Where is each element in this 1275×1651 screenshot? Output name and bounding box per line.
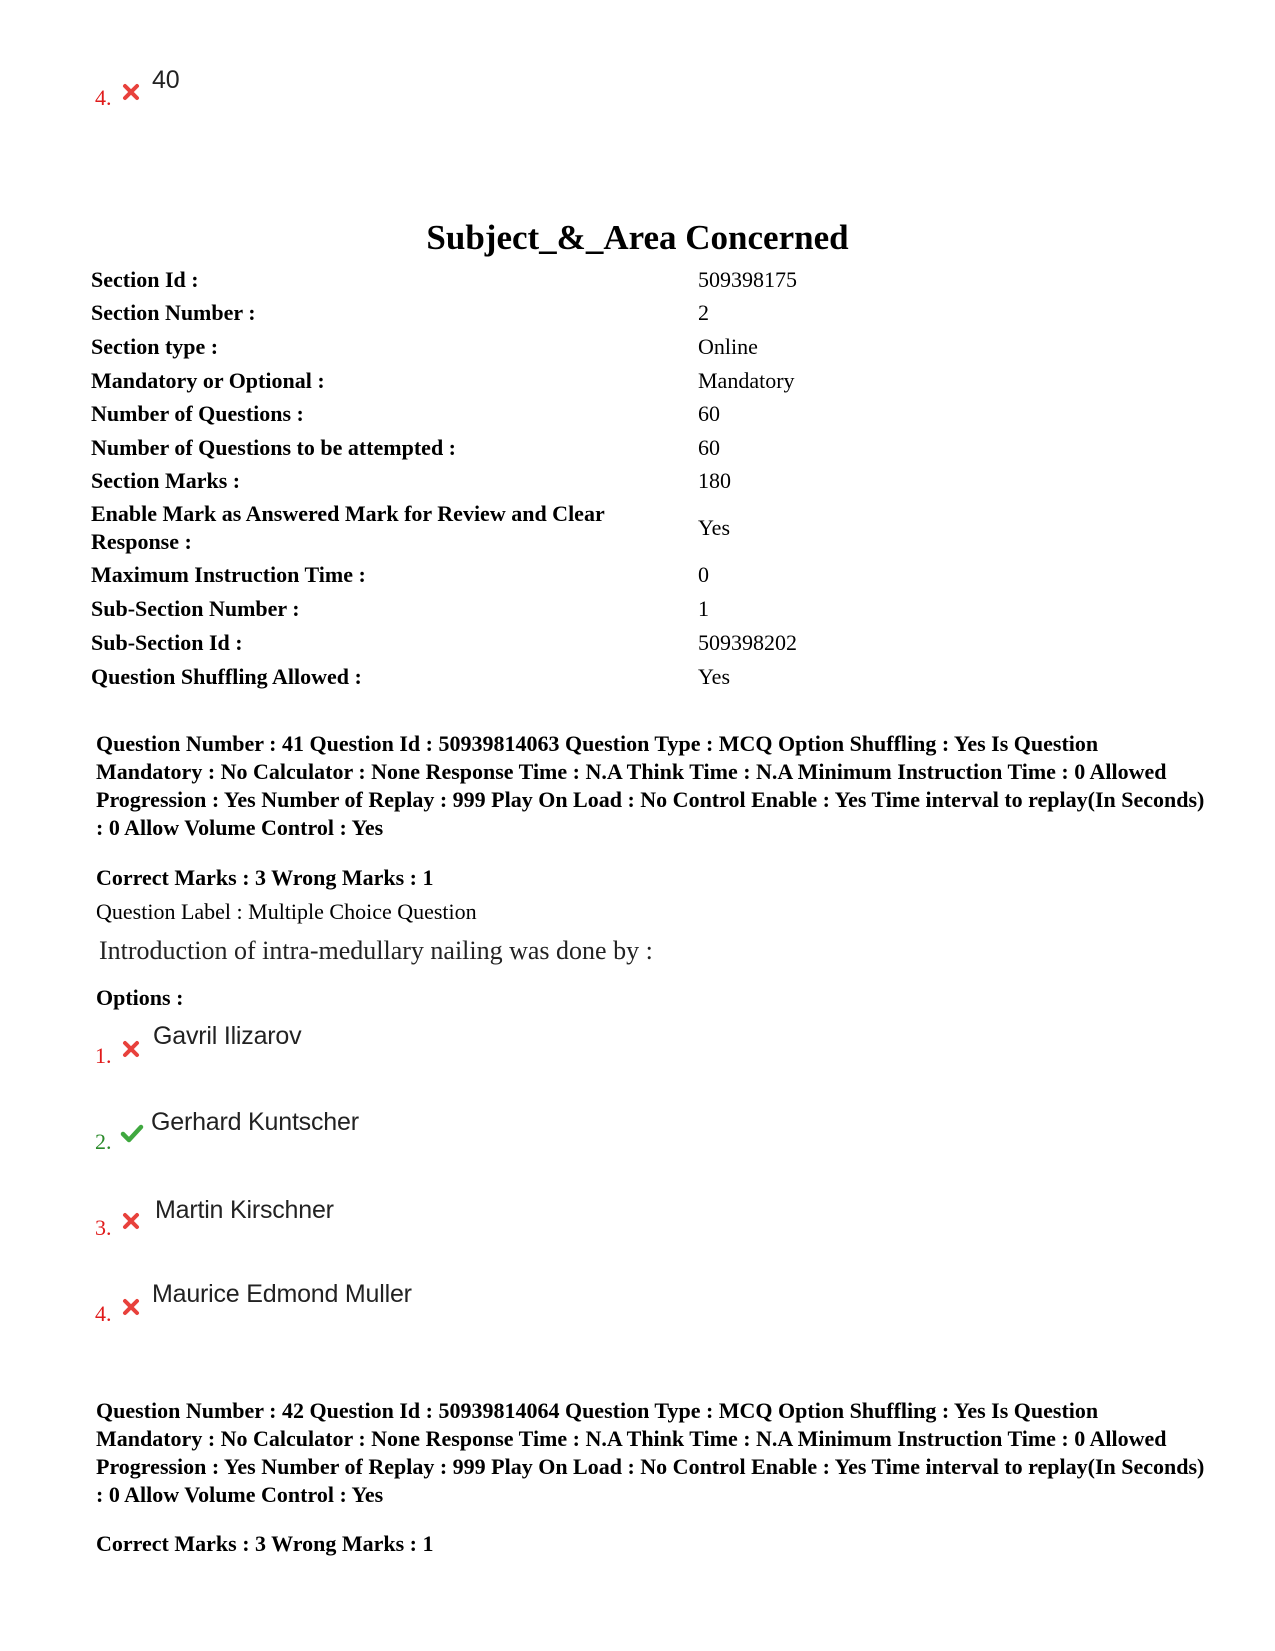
option-number: 3. — [95, 1215, 112, 1240]
option-text: Martin Kirschner — [155, 1196, 334, 1224]
option-text: Gavril Ilizarov — [153, 1022, 302, 1050]
info-value: 2 — [698, 300, 709, 325]
info-label: Enable Mark as Answered Mark for Review and Clear Response : — [91, 501, 605, 554]
option-number: 1. — [95, 1043, 112, 1068]
option-number: 2. — [95, 1129, 112, 1154]
info-label: Section Id : — [91, 267, 199, 292]
question-meta: Question Number : 42 Question Id : 50939814064 Question Type : MCQ Option Shuffling : Yes Is Question Mandatory : No Calculator : None Response Time : N.A Think Time : N.A Minimum Instruction Time : 0 Allowed Progression : Yes Number of Replay : 999 Play On Load : No Control Enable : Yes Time interval to replay(In Seconds) : 0 Allow Volume Control : Yes — [96, 1398, 1205, 1507]
info-value: 1 — [698, 596, 709, 621]
option-number: 4. — [95, 85, 112, 110]
option-number: 4. — [95, 1301, 112, 1326]
info-label: Section type : — [91, 334, 219, 359]
info-label: Maximum Instruction Time : — [91, 562, 366, 587]
cross-icon — [122, 1212, 140, 1230]
info-value: 509398175 — [698, 267, 797, 292]
info-label: Section Number : — [91, 300, 256, 325]
option-text: 40 — [152, 66, 180, 94]
info-label: Mandatory or Optional : — [91, 368, 325, 393]
cross-icon — [122, 83, 140, 101]
info-value: 509398202 — [698, 630, 797, 655]
question-marks: Correct Marks : 3 Wrong Marks : 1 — [96, 865, 434, 890]
option-text: Maurice Edmond Muller — [152, 1280, 412, 1308]
question-label: Question Label : Multiple Choice Question — [96, 899, 477, 924]
info-label: Sub-Section Number : — [91, 596, 300, 621]
cross-icon — [122, 1040, 140, 1058]
cross-icon — [122, 1298, 140, 1316]
info-label: Question Shuffling Allowed : — [91, 664, 362, 689]
info-value: Yes — [698, 515, 731, 540]
info-value: Yes — [698, 664, 731, 689]
question-text: Introduction of intra-medullary nailing was done by : — [99, 936, 653, 965]
section-title: Subject_&_Area Concerned — [426, 218, 849, 257]
info-value: 0 — [698, 562, 709, 587]
info-label: Number of Questions : — [91, 401, 304, 426]
info-value: Mandatory — [698, 368, 795, 393]
check-icon — [120, 1124, 144, 1144]
option-text: Gerhard Kuntscher — [151, 1108, 359, 1136]
options-heading: Options : — [96, 985, 184, 1010]
info-value: 180 — [698, 468, 731, 493]
info-label: Section Marks : — [91, 468, 241, 493]
info-value: 60 — [698, 435, 720, 460]
info-label: Sub-Section Id : — [91, 630, 243, 655]
info-value: Online — [698, 334, 758, 359]
question-meta: Question Number : 41 Question Id : 50939814063 Question Type : MCQ Option Shuffling : Yes Is Question Mandatory : No Calculator : None Response Time : N.A Think Time : N.A Minimum Instruction Time : 0 Allowed Progression : Yes Number of Replay : 999 Play On Load : No Control Enable : Yes Time interval to replay(In Seconds) : 0 Allow Volume Control : Yes — [96, 731, 1205, 840]
info-label: Number of Questions to be attempted : — [91, 435, 457, 460]
question-marks: Correct Marks : 3 Wrong Marks : 1 — [96, 1531, 434, 1556]
info-value: 60 — [698, 401, 720, 426]
